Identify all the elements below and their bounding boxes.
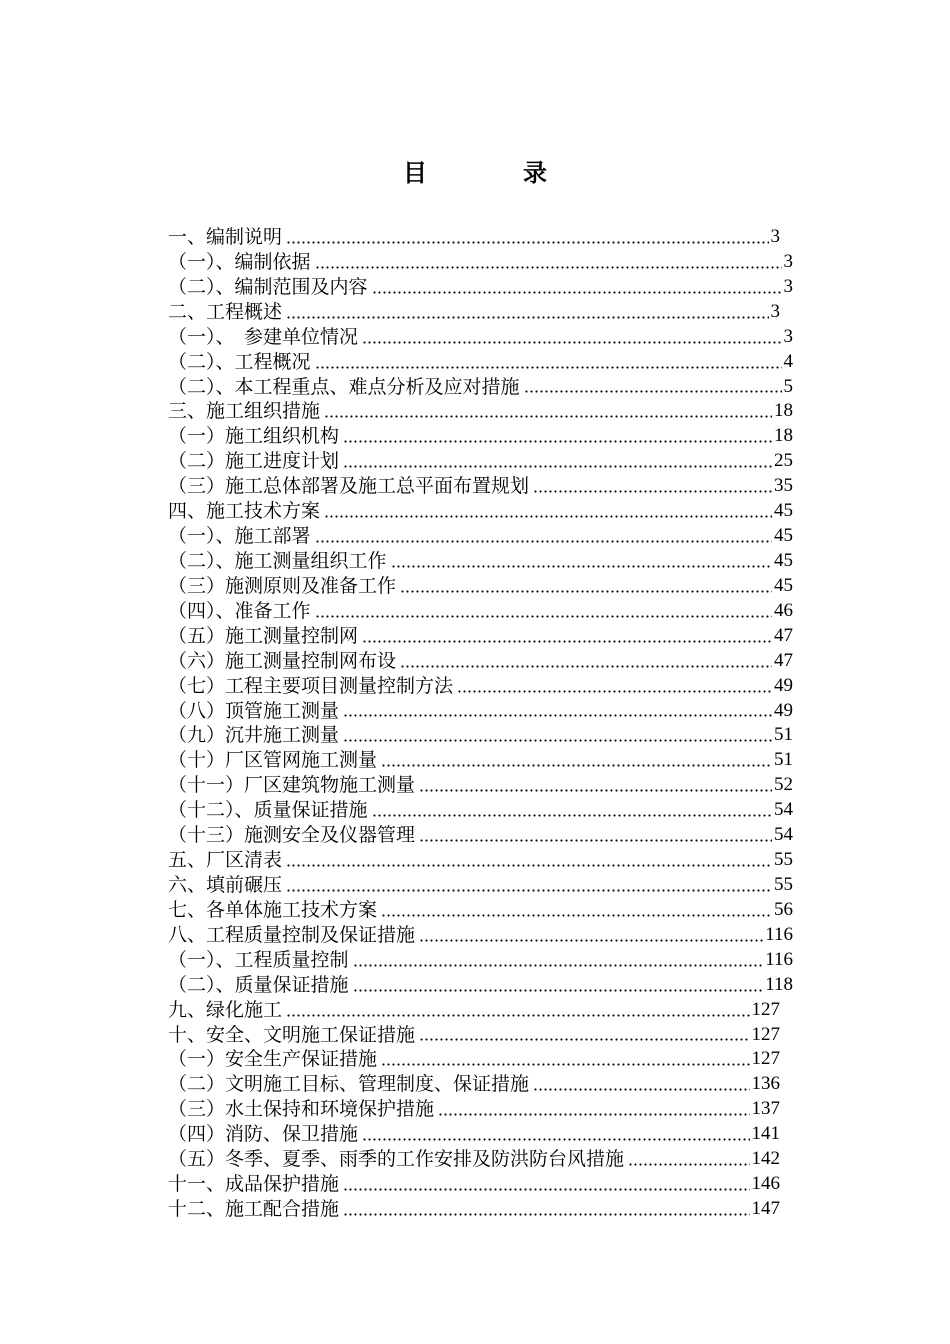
toc-entry-page-number: 116 bbox=[765, 948, 793, 970]
toc-entry[interactable] bbox=[168, 1047, 798, 1072]
toc-entry[interactable] bbox=[168, 1072, 798, 1097]
toc-entry-page-number: 55 bbox=[774, 873, 793, 895]
toc-entry-page-number: 18 bbox=[774, 400, 793, 422]
toc-entry-page-number: 54 bbox=[774, 799, 793, 821]
toc-entry[interactable] bbox=[168, 773, 798, 798]
toc-entry-page-number: 146 bbox=[751, 1173, 780, 1195]
toc-entry-page-number: 45 bbox=[774, 549, 793, 571]
toc-leader-dots bbox=[524, 390, 782, 393]
toc-entry[interactable] bbox=[168, 898, 798, 923]
toc-entry-label: 一、编制说明 bbox=[168, 226, 285, 248]
toc-entry-page-number: 49 bbox=[774, 674, 793, 696]
toc-entry-label: （一）、施工部署 bbox=[168, 525, 314, 547]
toc-leader-dots bbox=[315, 366, 782, 369]
toc-entry-label: （八）顶管施工测量 bbox=[168, 700, 342, 722]
toc-leader-dots bbox=[343, 1188, 749, 1191]
toc-entry-page-number: 46 bbox=[774, 599, 793, 621]
toc-entry-label: （五）冬季、夏季、雨季的工作安排及防洪防台风措施 bbox=[168, 1148, 627, 1170]
toc-leader-dots bbox=[353, 989, 764, 992]
table-of-contents bbox=[168, 225, 798, 1222]
toc-entry-label: 十二、施工配合措施 bbox=[168, 1198, 342, 1220]
toc-entry-label: （三）施工总体部署及施工总平面布置规划 bbox=[168, 475, 532, 497]
toc-entry-label: （一）、编制依据 bbox=[168, 251, 314, 273]
toc-entry-label: 八、工程质量控制及保证措施 bbox=[168, 924, 418, 946]
toc-entry-page-number: 3 bbox=[770, 226, 780, 247]
toc-entry[interactable] bbox=[168, 1122, 798, 1147]
toc-leader-dots bbox=[419, 789, 772, 792]
toc-leader-dots bbox=[343, 465, 772, 468]
toc-entry[interactable] bbox=[168, 1023, 798, 1048]
toc-leader-dots bbox=[343, 714, 772, 717]
toc-leader-dots bbox=[419, 839, 772, 842]
toc-entry-page-number: 3 bbox=[783, 275, 793, 297]
toc-entry-page-number: 3 bbox=[783, 250, 793, 272]
toc-entry-label: （一）、工程质量控制 bbox=[168, 949, 352, 971]
toc-entry[interactable] bbox=[168, 723, 798, 748]
toc-entry-label: 七、各单体施工技术方案 bbox=[168, 899, 380, 921]
toc-entry-label: （四）消防、保卫措施 bbox=[168, 1123, 361, 1145]
toc-entry-page-number: 141 bbox=[751, 1123, 780, 1145]
toc-entry-label: 三、施工组织措施 bbox=[168, 400, 323, 422]
toc-entry-page-number: 116 bbox=[765, 923, 793, 945]
toc-entry-page-number: 127 bbox=[751, 1023, 780, 1045]
toc-entry-page-number: 51 bbox=[774, 724, 793, 746]
toc-entry-page-number: 51 bbox=[774, 749, 793, 771]
toc-entry-page-number: 136 bbox=[751, 1073, 780, 1095]
toc-entry[interactable] bbox=[168, 823, 798, 848]
toc-entry-label: （十）厂区管网施工测量 bbox=[168, 749, 380, 771]
toc-entry-page-number: 4 bbox=[783, 350, 793, 372]
toc-entry-label: （三）施测原则及准备工作 bbox=[168, 575, 399, 597]
toc-leader-dots bbox=[628, 1163, 749, 1166]
toc-entry[interactable] bbox=[168, 225, 798, 250]
toc-leader-dots bbox=[286, 316, 768, 319]
toc-entry-label: （一）施工组织机构 bbox=[168, 425, 342, 447]
toc-leader-dots bbox=[324, 415, 772, 418]
toc-entry-label: 九、绿化施工 bbox=[168, 999, 285, 1021]
toc-entry-label: 二、工程概述 bbox=[168, 301, 285, 323]
toc-leader-dots bbox=[381, 914, 772, 917]
toc-entry-page-number: 5 bbox=[783, 375, 793, 397]
toc-leader-dots bbox=[343, 1213, 749, 1216]
toc-entry[interactable] bbox=[168, 1197, 798, 1222]
toc-entry-label: （二）、工程概况 bbox=[168, 351, 314, 373]
toc-leader-dots bbox=[372, 291, 782, 294]
toc-entry[interactable] bbox=[168, 350, 798, 375]
toc-entry-label: （二）、质量保证措施 bbox=[168, 974, 352, 996]
toc-entry-page-number: 55 bbox=[774, 849, 793, 871]
toc-entry[interactable] bbox=[168, 1147, 798, 1172]
toc-entry[interactable] bbox=[168, 1172, 798, 1197]
toc-entry[interactable] bbox=[168, 973, 798, 998]
toc-leader-dots bbox=[533, 1088, 749, 1091]
toc-entry[interactable] bbox=[168, 798, 798, 823]
toc-entry[interactable] bbox=[168, 549, 798, 574]
toc-entry[interactable] bbox=[168, 649, 798, 674]
toc-leader-dots bbox=[419, 939, 763, 942]
toc-entry-page-number: 47 bbox=[774, 649, 793, 671]
toc-entry[interactable] bbox=[168, 300, 798, 325]
toc-entry-page-number: 49 bbox=[774, 699, 793, 721]
toc-entry-label: （十一）厂区建筑物施工测量 bbox=[168, 774, 418, 796]
toc-entry[interactable] bbox=[168, 948, 798, 973]
toc-entry-page-number: 25 bbox=[774, 450, 793, 472]
toc-entry-page-number: 3 bbox=[770, 300, 780, 322]
toc-entry-label: （一）安全生产保证措施 bbox=[168, 1048, 380, 1070]
toc-entry-page-number: 56 bbox=[774, 898, 793, 920]
toc-leader-dots bbox=[353, 964, 764, 967]
toc-entry[interactable] bbox=[168, 250, 798, 275]
toc-leader-dots bbox=[419, 1038, 749, 1041]
toc-leader-dots bbox=[286, 889, 772, 892]
toc-entry-page-number: 45 bbox=[774, 574, 793, 596]
toc-leader-dots bbox=[362, 341, 781, 344]
toc-entry-page-number: 118 bbox=[765, 973, 793, 995]
toc-entry-page-number: 52 bbox=[774, 774, 793, 796]
toc-entry-label: （二）文明施工目标、管理制度、保证措施 bbox=[168, 1073, 532, 1095]
toc-entry-label: 六、填前碾压 bbox=[168, 874, 285, 896]
toc-leader-dots bbox=[391, 565, 772, 568]
toc-entry-label: （七）工程主要项目测量控制方法 bbox=[168, 675, 456, 697]
toc-leader-dots bbox=[324, 515, 772, 518]
toc-leader-dots bbox=[286, 864, 772, 867]
toc-entry-page-number: 147 bbox=[751, 1197, 780, 1219]
toc-leader-dots bbox=[372, 814, 772, 817]
toc-entry-page-number: 45 bbox=[774, 525, 793, 547]
toc-entry-page-number: 127 bbox=[751, 998, 780, 1020]
toc-entry-page-number: 47 bbox=[774, 624, 793, 646]
toc-entry-label: 四、施工技术方案 bbox=[168, 500, 323, 522]
toc-leader-dots bbox=[343, 440, 772, 443]
toc-entry-label: （十三）施测安全及仪器管理 bbox=[168, 824, 418, 846]
toc-leader-dots bbox=[381, 764, 772, 767]
toc-leader-dots bbox=[533, 490, 772, 493]
toc-entry-label: （五）施工测量控制网 bbox=[168, 625, 361, 647]
toc-entry[interactable] bbox=[168, 574, 798, 599]
toc-entry[interactable] bbox=[168, 748, 798, 773]
toc-entry-page-number: 35 bbox=[774, 475, 793, 497]
toc-leader-dots bbox=[362, 1138, 749, 1141]
toc-entry-label: （三）水土保持和环境保护措施 bbox=[168, 1098, 437, 1120]
page-title: 目 录 bbox=[403, 159, 583, 187]
toc-entry-label: （二）、施工测量组织工作 bbox=[168, 550, 390, 572]
toc-entry[interactable] bbox=[168, 599, 798, 624]
toc-entry-label: （二）、本工程重点、难点分析及应对措施 bbox=[168, 376, 523, 398]
toc-entry[interactable] bbox=[168, 674, 798, 699]
toc-entry[interactable] bbox=[168, 424, 798, 449]
toc-entry[interactable] bbox=[168, 524, 798, 549]
toc-entry[interactable] bbox=[168, 499, 798, 524]
toc-entry-page-number: 127 bbox=[751, 1048, 780, 1070]
toc-entry[interactable] bbox=[168, 275, 798, 300]
toc-leader-dots bbox=[400, 590, 772, 593]
toc-entry-page-number: 3 bbox=[783, 325, 793, 347]
toc-entry[interactable] bbox=[168, 998, 798, 1023]
toc-leader-dots bbox=[315, 615, 772, 618]
toc-entry[interactable] bbox=[168, 923, 798, 948]
toc-entry-label: （十二）、质量保证措施 bbox=[168, 799, 371, 821]
toc-entry[interactable] bbox=[168, 449, 798, 474]
toc-entry-label: （九）沉井施工测量 bbox=[168, 724, 342, 746]
toc-entry[interactable] bbox=[168, 699, 798, 724]
toc-leader-dots bbox=[343, 739, 772, 742]
toc-leader-dots bbox=[381, 1063, 749, 1066]
toc-entry-label: 十一、成品保护措施 bbox=[168, 1173, 342, 1195]
toc-entry-label: （六）施工测量控制网布设 bbox=[168, 650, 399, 672]
toc-entry-page-number: 18 bbox=[774, 425, 793, 447]
toc-leader-dots bbox=[362, 640, 772, 643]
toc-entry-label: （四）、准备工作 bbox=[168, 600, 314, 622]
toc-entry-label: （二）、编制范围及内容 bbox=[168, 276, 371, 298]
toc-entry-label: （二）施工进度计划 bbox=[168, 450, 342, 472]
toc-leader-dots bbox=[315, 540, 772, 543]
toc-entry-page-number: 54 bbox=[774, 824, 793, 846]
toc-leader-dots bbox=[457, 690, 772, 693]
toc-entry[interactable] bbox=[168, 474, 798, 499]
toc-leader-dots bbox=[400, 665, 772, 668]
toc-entry-label: 五、厂区清表 bbox=[168, 849, 285, 871]
toc-entry[interactable] bbox=[168, 325, 798, 350]
toc-entry-page-number: 45 bbox=[774, 500, 793, 522]
toc-entry-page-number: 142 bbox=[751, 1148, 780, 1170]
toc-leader-dots bbox=[438, 1113, 749, 1116]
toc-entry[interactable] bbox=[168, 848, 798, 873]
toc-entry[interactable] bbox=[168, 624, 798, 649]
toc-entry[interactable] bbox=[168, 1097, 798, 1122]
toc-entry-label: （一）、 参建单位情况 bbox=[168, 326, 361, 348]
toc-entry-label: 十、安全、文明施工保证措施 bbox=[168, 1024, 418, 1046]
toc-leader-dots bbox=[315, 266, 782, 269]
toc-entry-page-number: 137 bbox=[751, 1098, 780, 1120]
toc-leader-dots bbox=[286, 1014, 749, 1017]
toc-entry[interactable] bbox=[168, 873, 798, 898]
toc-entry[interactable] bbox=[168, 399, 798, 424]
toc-leader-dots bbox=[286, 241, 768, 244]
toc-entry[interactable] bbox=[168, 375, 798, 400]
